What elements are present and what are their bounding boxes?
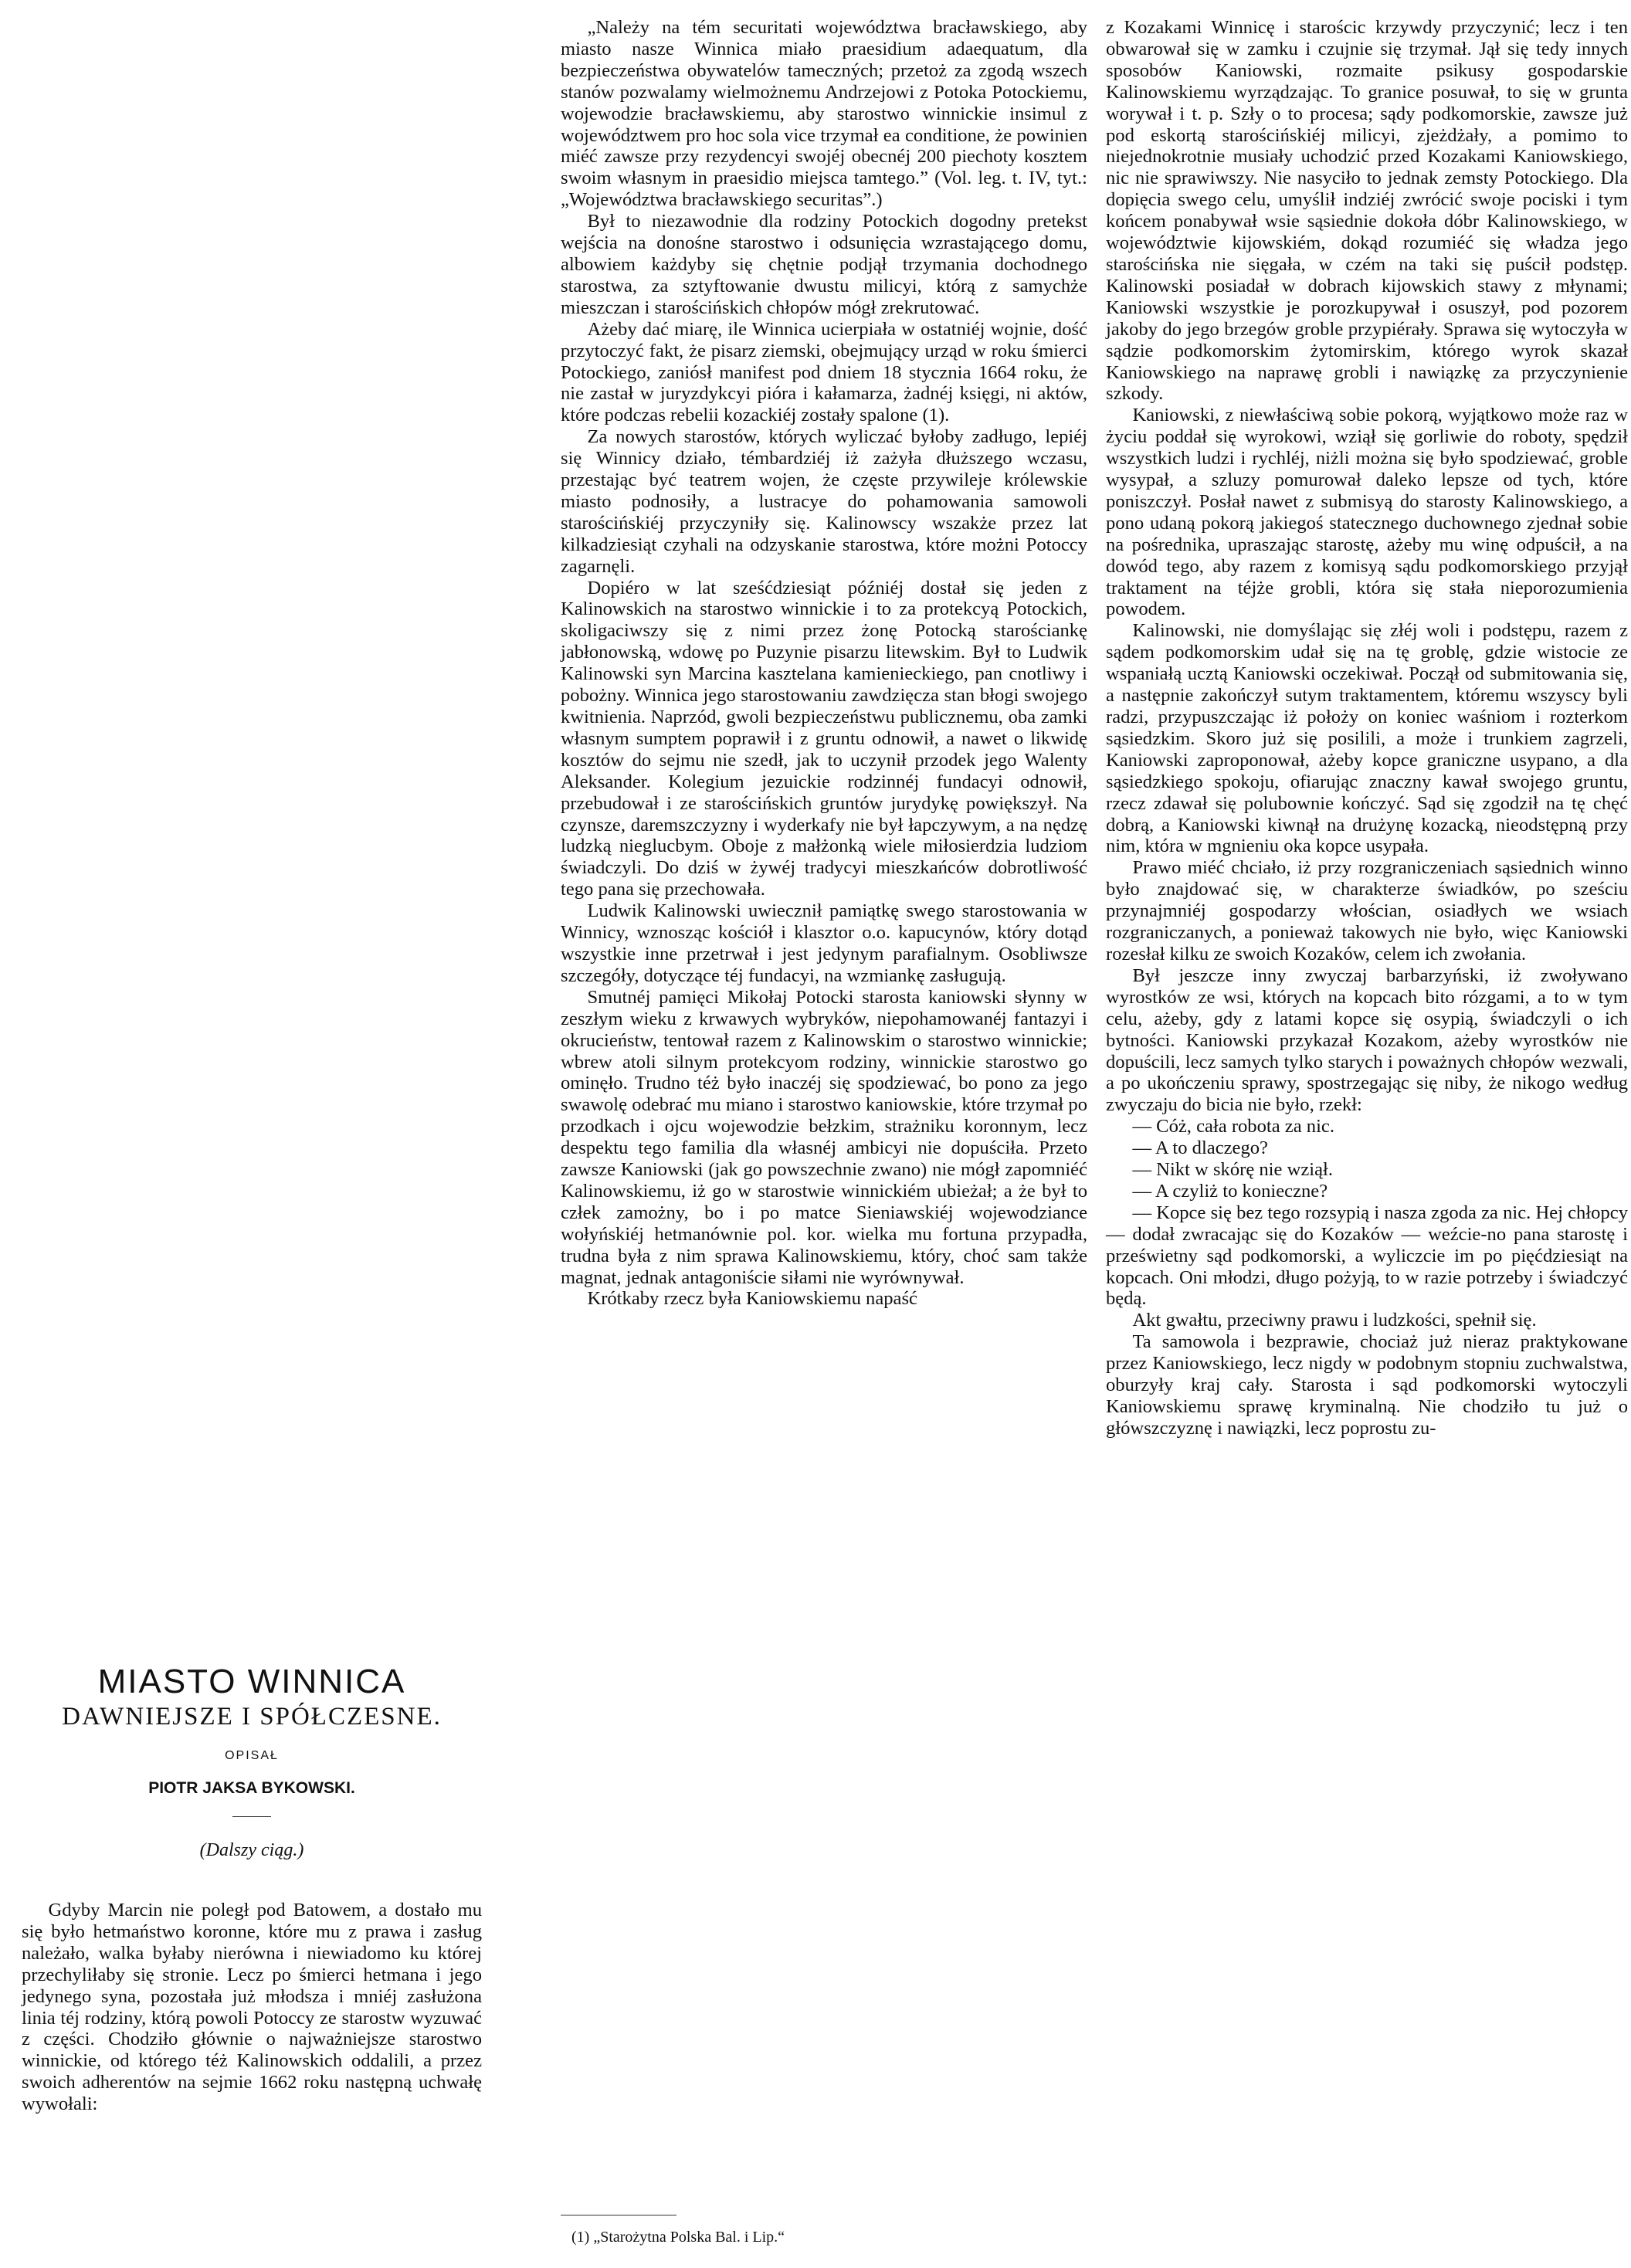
paragraph: z Kozakami Winnicę i starościc krzywdy przyczynić; lecz i ten obwarował się w zamku i czujnie się trzymał. Jął się tedy innych sposobów Kaniowski, rozmaite psikusy gospodarskie Kalinowskiemu wyrządzając. To granice posuwał, to się w grunta worywał i t. p. Szły o to procesa; sądy podkomorskie, zawsze już pod eskortą starościńskiéj milicyi, zjeżdżały, a pomimo to niejednokrotnie musiały uchodzić przed Kozakami Kaniowskiego, nic nie sprawiwszy. Nie nasyciło to jednak zemsty Potockiego. Dla dopięcia swego celu, umyślił indziéj zwrócić swoje pociski i tym końcem ponabywał wsie sąsiednie dokoła dóbr Kalinowskiego, w województwie kijowskiém, dokąd rozumiéć się władza jego starościńska nie sięgała, w czém na taki się puścił podstęp. Kalinowski posiadał w dobrach kijowskich stawy z młynami; Kaniowski wszystkie je porozkupywał i osuszył, pod pozorem jakoby do jego brzegów groble przypiérały. Sprawa się wytoczyła w sądzie podkomorskim żytomirskim, którego wyrok skazał Kaniowskiego na naprawę grobli i nawiązkę za przyczynienie szkody. xyxy=(1106,17,1628,405)
left-column xyxy=(22,0,482,2268)
paragraph: „Należy na tém securitati województwa bracławskiego, aby miasto nasze Winnica miało praesidium adaequatum, dla bezpieczeństwa obywatelów tameczných; przetoż za zgodą wszech stanów pozwalamy wielmożnemu Andrzejowi z Potoka Potockiemu, wojewodzie bracławskiemu, aby starostwo winnickie insimul z województwem pro hoc sola vice trzymał ea conditione, że powinien miéć zawsze przy rezydencyi swojéj obecnéj 200 piechoty kosztem swoim własnym in praesidio miejsca tamtego.” (Vol. leg. t. IV, tyt.: „Województwa bracławskiego securitas”.) xyxy=(561,17,1087,211)
continuation-note: (Dalszy ciąg.) xyxy=(199,1839,304,1860)
paragraph: Kaniowski, z niewłaściwą sobie pokorą, wyjątkowo może raz w życiu poddał się wyrokowi, wziął się gorliwie do roboty, spędził wszystkich ludzi i rychléj, niżli można się było spodziewać, groble wysypał, a szluzy pomurował daleko lepsze od tych, które poniszczył. Posłał nawet z submisyą do starosty Kalinowskiego, a pono udaną pokorą jakiegoś statecznego duchownego zjednał sobie na pośrednika, upraszając starostę, ażeby mu winę odpuścił, a na dowód tego, aby razem z komisyą sądu podkomorskiego przyjął traktament na téjże grobli, która się stała nieporozumienia powodem. xyxy=(1106,405,1628,620)
byline-label: OPISAŁ xyxy=(225,1748,279,1762)
paragraph: Ta samowola i bezprawie, chociaż już nieraz praktykowane przez Kaniowskiego, lecz nigdy w podobnym stopniu zuchwalstwa, oburzyły kraj cały. Starosta i sąd podkomorski wytoczyli Kaniowskiemu sprawę kryminalną. Nie chodziło tu już o główszczyznę i nawiązki, lecz poprostu zu- xyxy=(1106,1331,1628,1439)
paragraph: Prawo miéć chciało, iż przy rozgraniczeniach sąsiednich winno było znajdować się, w charakterze świadków, po sześciu przynajmniéj gospodarzy włościan, osiadłych we wsiach rozgraniczanych, a ponieważ takowych nie było, więc Kaniowski rozesłał kilku ze swoich Kozaków, celem ich zwołania. xyxy=(1106,857,1628,964)
intro-text xyxy=(22,1900,482,2115)
dialog-line: — Kopce się bez tego rozsypią i nasza zgoda za nic. Hej chłopcy — dodał zwracając się do Kozaków — weźcie-no pana starostę i prześwietny sąd podkomorski, a wyliczcie im po pięćdziesiąt na kopcach. Oni młodzi, długo pożyją, to w razie potrzeby i świadczyć będą. xyxy=(1106,1202,1628,1310)
footnote: (1) „Starożytna Polska Bal. i Lip.“ xyxy=(571,2229,785,2246)
paragraph: Był jeszcze inny zwyczaj barbarzyński, iż zwoływano wyrostków ze wsi, których na kopcach bito rózgami, a to w tym celu, ażeby, gdy z latami kopce się osypią, świadczyli o ich bytności. Kaniowski przykazał Kozakom, ażeby wyrostków nie dopuścili, lecz samych tylko starych i poważnych chłopów wezwali, a po ukończeniu sprawy, spostrzegając się niby, że nikogo według zwyczaju do bicia nie było, rzekł: xyxy=(1106,964,1628,1116)
dialog-line: — Nikt w skórę nie wziął. xyxy=(1132,1159,1333,1181)
author-name: PIOTR JAKSA BYKOWSKI. xyxy=(148,1778,355,1797)
paragraph: Gdyby Marcin nie poległ pod Batowem, a dostało mu się było hetmaństwo koronne, które mu z prawa i zasług należało, walka byłaby nierówna i niewiadomo ku której przechyliłaby się stronie. Lecz po śmierci hetmana i jego jedynego syna, pozostała już młodsza i mniéj zasłużona linia téj rodziny, którą powoli Potoccy ze starostw wyzuwać z części. Chodziło głównie o najważniejsze starostwo winnickie, od którego téż Kalinowskich oddalili, a przez swoich adherentów na sejmie 1662 roku następną uchwałę wywołali: xyxy=(22,1900,482,2115)
article-title: MIASTO WINNICA xyxy=(97,1663,406,1700)
dialog-line: — Cóż, cała robota za nic. xyxy=(1132,1116,1334,1137)
middle-column xyxy=(561,17,1087,1310)
paragraph: Ludwik Kalinowski uwiecznił pamiątkę swego starostowania w Winnicy, wznosząc kościół i klasztor o.o. kapucynów, który dotąd wszystkie inne przetrwał i jest jedynym parafialnym. Osobliwsze szczegóły, dotyczące téj fundacyi, na wzmiankę zasługują. xyxy=(561,900,1087,986)
article-header xyxy=(22,1662,482,1862)
paragraph: Akt gwałtu, przeciwny prawu i ludzkości, spełnił się. xyxy=(1132,1310,1537,1331)
paragraph: Kalinowski, nie domyślając się złéj woli i podstępu, razem z sądem podkomorskim udał się na tę groblę, gdzie wistocie ze wspaniałą ucztą Kaniowski oczekiwał. Począł od submitowania się, a następnie zakończył sutym traktamentem, któremu wszyscy byli radzi, przypuszczając iż położy on koniec waśniom i rozterkom sąsiedzkim. Skoro już się posilili, a może i trunkiem zagrzeli, Kaniowski zaproponował, ażeby kopce graniczne usypano, a dla sąsiedzkiego spokoju, ofiarując znaczny kawał swojego gruntu, rzecz zdawał się polubownie kończyć. Sąd się zgodził na tę chęć dobrą, a Kaniowski kiwnął na drużynę kozacką, nieodstępną przy nim, która w mgnieniu oka kopce usypała. xyxy=(1106,620,1628,857)
dialog-line: — A to dlaczego? xyxy=(1132,1137,1268,1159)
right-column xyxy=(1106,17,1628,1439)
paragraph: Za nowych starostów, których wyliczać byłoby zadługo, lepiéj się Winnicy działo, témbardziéj iż zażyła dłuższego wczasu, przestając być teatrem wojen, że częste przywileje królewskie miasto podnosiły, a lustracye do pohamowania samowoli starościńskiéj przyczyniły się. Kalinowscy wszakże przez lat kilkadziesiąt czyhali na odzyskanie starostwa, które możni Potoccy zagarnęli. xyxy=(561,426,1087,577)
paragraph: Był to niezawodnie dla rodziny Potockich dogodny pretekst wejścia na donośne starostwo i odsunięcia wzrastającego domu, albowiem każdyby się chętnie podjął trzymania dochodnego starostwa, za sztyftowanie dwustu milicyi, którą z samychże mieszczan i starościńskich chłopów mógł zrekrutować. xyxy=(561,211,1087,318)
dialog-line: — A czyliż to konieczne? xyxy=(1132,1180,1328,1202)
paragraph: Ażeby dać miarę, ile Winnica ucierpiała w ostatniéj wojnie, dość przytoczyć fakt, że pisarz ziemski, obejmujący urząd w roku śmierci Potockiego, zaniósł manifest pod dniem 18 stycznia 1664 roku, że nie zastał w juryzdykcyi pióra i kałamarza, żadnéj księgi, ni aktów, które podczas rebelii kozackiéj zostały spalone (1). xyxy=(561,318,1087,426)
paragraph: Krótkaby rzecz była Kaniowskiemu napaść xyxy=(587,1288,917,1310)
paragraph: Dopiéro w lat sześćdziesiąt późniéj dostał się jeden z Kalinowskich na starostwo winnickie i to za protekcyą Potockich, skoligaciwszy się z nimi przez żonę Potocką starościankę jabłonowską, wdowę po Puzynie pisarzu litewskim. Był to Ludwik Kalinowski syn Marcina kasztelana kamienieckiego, pan cnotliwy i pobożny. Winnica jego starostowaniu zawdzięcza stan błogi swojego kwitnienia. Naprzód, gwoli bezpieczeństwu publicznemu, oba zamki własnym sumptem poprawił i z gruntu odnowił, a nawet o likwidę kosztów do sejmu nie szedł, jak to uczynił przodek jego Walenty Aleksander. Kolegium jezuickie rodzinnéj fundacyi odnowił, przebudował i ze starościńskich gruntów jurydykę powiększył. Na czynsze, daremszczyzny i wyderkafy nie był łapczywym, a na nędzę ludzką nieglucbym. Oboje z małżonką wiele miłosierdzia ludziom świadczyli. Do dziś w żywéj tradycyi mieszkańców dobrotliwość tego pana się przechowała. xyxy=(561,577,1087,900)
header-divider xyxy=(232,1816,271,1817)
paragraph: Smutnéj pamięci Mikołaj Potocki starosta kaniowski słynny w zeszłym wieku z krwawych wybryków, niepohamowanéj fantazyi i okrucieństw, tentował razem z Kalinowskim o starostwo winnickie; wbrew atoli silnym protekcyom rodziny, winnickie starostwo go ominęło. Trudno téż było inaczéj się spodziewać, bo pono za jego swawolę odebrać mu miano i starostwo kaniowskie, które trzymał po przodkach i ojcu wojewodzie bełzkim, strażniku koronnym, lecz despektu tego familia dla własnéj ambicyi nie dopuściła. Przeto zawsze Kaniowski (jak go powszechnie zwano) nie mógł zapomniéć Kalinowskiemu, iż go w starostwie winnickiém ubieżał; a że był to człek zamożny, bo i po matce Sieniawskiéj wojewodziance wołyńskiéj hetmanównie pol. kor. wielka mu fortuna przypadła, trudna była z nim sprawa Kalinowskiemu, który, choć sam także magnat, jednak antagoniście siłami nie wyrównywał. xyxy=(561,986,1087,1288)
article-subtitle: DAWNIEJSZE I SPÓŁCZESNE. xyxy=(62,1703,442,1731)
